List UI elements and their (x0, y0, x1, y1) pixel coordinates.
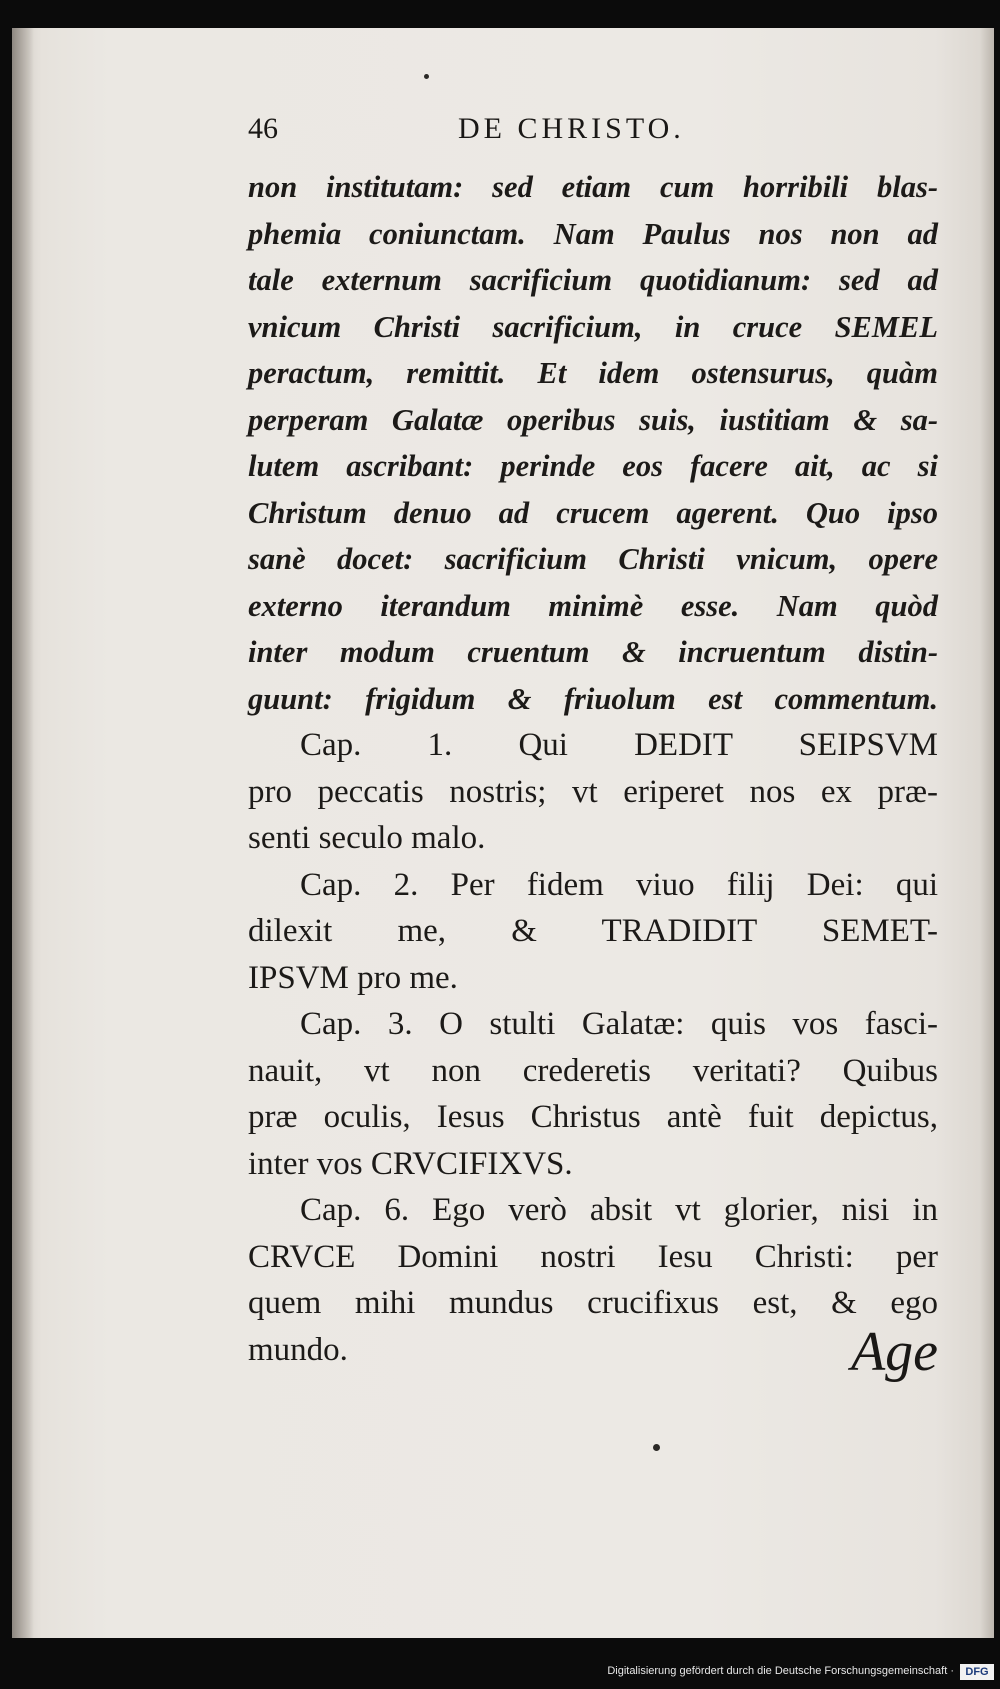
italic-line: phemia coniunctam. Nam Paulus nos non ad (248, 216, 938, 251)
scripture-line: inter vos CRVCIFIXVS. (248, 1145, 573, 1182)
page-header (248, 112, 938, 152)
italic-line: Christum denuo ad crucem agerent. Quo ipso (248, 495, 938, 530)
italic-line: vnicum Christi sacrificium, in cruce SEMEL (248, 309, 938, 344)
page-number: 46 (248, 112, 278, 145)
italic-line: non institutam: sed etiam cum horribili blas- (248, 170, 938, 204)
scripture-line: nauit, vt non crederetis veritati? Quibus (248, 1052, 938, 1089)
catchword: Age (850, 1321, 938, 1383)
running-title: DE CHRISTO. (458, 112, 685, 145)
ink-speck (424, 74, 429, 79)
italic-line: tale externum sacrificium quotidianum: sed ad (248, 263, 938, 297)
page-gutter-shadow (12, 28, 34, 1638)
scripture-line: IPSVM pro me. (248, 959, 458, 996)
italic-line: guunt: frigidum & friuolum est commentum. (248, 681, 938, 716)
scripture-citation: Cap. 2. Per fidem viuo filij Dei: qui (300, 866, 938, 903)
italic-line: externo iterandum minimè esse. Nam quòd (248, 588, 938, 623)
funding-note: Digitalisierung gefördert durch die Deutsche Forschungsgemeinschaft · (607, 1665, 954, 1677)
italic-line: perperam Galatæ operibus suis, iustitiam & sa- (248, 402, 938, 437)
italic-line: sanè docet: sacrificium Christi vnicum, opere (248, 542, 938, 576)
italic-line: inter modum cruentum & incruentum distin- (248, 635, 938, 669)
scripture-line: pro peccatis nostris; vt eriperet nos ex præ- (248, 773, 938, 810)
scripture-citation: Cap. 6. Ego verò absit vt glorier, nisi in (300, 1192, 938, 1228)
scripture-line: mundo. (248, 1331, 348, 1368)
ink-speck (653, 1444, 660, 1451)
body-text (248, 164, 938, 1373)
scripture-line: præ oculis, Iesus Christus antè fuit depictus, (248, 1099, 938, 1135)
dfg-logo: DFG (960, 1664, 994, 1680)
scripture-line: CRVCE Domini nostri Iesu Christi: per (248, 1238, 938, 1275)
scripture-citation: Cap. 1. Qui DEDIT SEIPSVM (300, 727, 938, 763)
scripture-citation: Cap. 3. O stulti Galatæ: quis vos fasci- (300, 1006, 938, 1042)
scripture-line: dilexit me, & TRADIDIT SEMET- (248, 913, 938, 949)
page-edge-shadow (980, 28, 994, 1638)
scripture-line: senti seculo malo. (248, 820, 486, 856)
italic-line: peractum, remittit. Et idem ostensurus, quàm (248, 356, 938, 390)
scripture-line: quem mihi mundus crucifixus est, & ego (248, 1285, 938, 1321)
italic-line: lutem ascribant: perinde eos facere ait, ac si (248, 449, 938, 483)
